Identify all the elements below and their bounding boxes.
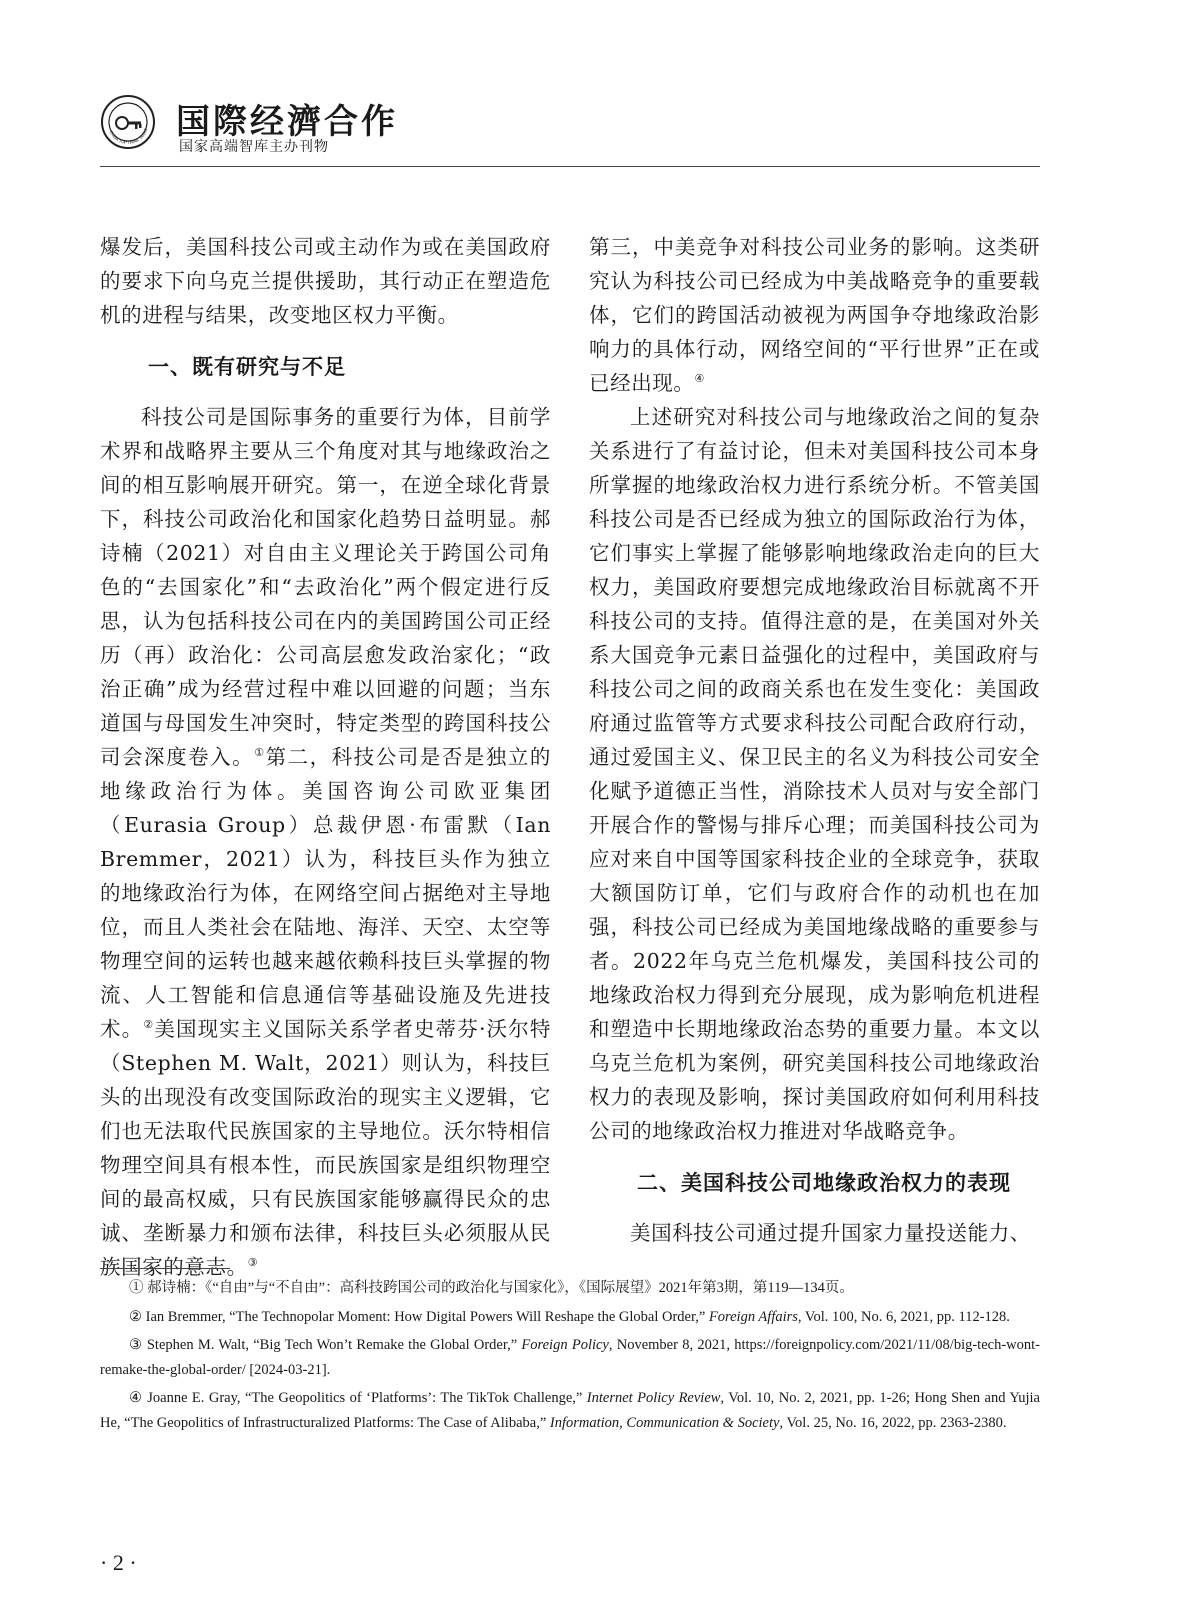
journal-title: 国際经濟合作 [176, 102, 398, 142]
footnote-ref-3[interactable]: ③ [247, 1256, 259, 1270]
footnote-1: ① 郝诗楠：《“自由”与“不自由”：高科技跨国公司的政治化与国家化》，《国际展望》2021年第3期，第119—134页。 [129, 1280, 854, 1296]
footnote-3: ③ Stephen M. Walt, “Big Tech Won’t Remake the Global Order,” Foreign Policy, November 8, 2021, https://foreignpolicy.com/2021/11/08/big-tech-wont-remake-the-global-order/ [2024-03-21]. [100, 1337, 1040, 1378]
section-heading-2: 二、美国科技公司地缘政治权力的表现 [637, 1171, 1011, 1195]
left-paragraph-1: 爆发后，美国科技公司或主动作为或在美国政府的要求下向乌克兰提供援助，其行动正在塑造危机的进程与结果，改变地区权力平衡。 [100, 235, 551, 327]
left-column [100, 230, 551, 1284]
footnote-divider [100, 1268, 230, 1269]
header-divider [100, 166, 1040, 167]
right-paragraph-3: 美国科技公司通过提升国家力量投送能力、 [630, 1221, 1031, 1245]
right-paragraph-2: 上述研究对科技公司与地缘政治之间的复杂关系进行了有益讨论，但未对美国科技公司本身所掌握的地缘政治权力进行系统分析。不管美国科技公司是否已经成为独立的国际政治行为体，它们事实上掌握了能够影响地缘政治走向的巨大权力，美国政府要想完成地缘政治目标就离不开科技公司的支持。值得注意的是，在美国对外关系大国竞争元素日益强化的过程中，美国政府与科技公司之间的政商关系也在发生变化：美国政府通过监管等方式要求科技公司配合政府行动，通过爱国主义、保卫民主的名义为科技公司安全化赋予道德正当性，消除技术人员对与安全部门开展合作的警惕与排斥心理；而美国科技公司为应对来自中国等国家科技企业的全球竞争，获取大额国防订单，它们与政府合作的动机也在加强，科技公司已经成为美国地缘战略的重要参与者。2022年乌克兰危机爆发，美国科技公司的地缘政治权力得到充分展现，成为影响危机进程和塑造中长期地缘政治态势的重要力量。本文以乌克兰危机为案例，研究美国科技公司地缘政治权力的表现及影响，探讨美国政府如何利用科技公司的地缘政治权力推进对华战略竞争。 [589, 405, 1040, 1143]
footnote-ref-1[interactable]: ① [254, 746, 266, 760]
right-paragraph-1: 第三，中美竞争对科技公司业务的影响。这类研究认为科技公司已经成为中美战略竞争的重要载体，它们的跨国活动被视为两国争夺地缘政治影响力的具体行动，网络空间的“平行世界”正在或已经出现。④ [589, 235, 1040, 395]
footnote-2: ② Ian Bremmer, “The Technopolar Moment: How Digital Powers Will Reshape the Global Order,” Foreign Affairs, Vol. 100, No. 6, 2021, pp. 112-128. [129, 1308, 1010, 1325]
left-paragraph-2: 科技公司是国际事务的重要行为体，目前学术界和战略界主要从三个角度对其与地缘政治之间的相互影响展开研究。第一，在逆全球化背景下，科技公司政治化和国家化趋势日益明显。郝诗楠（2021）对自由主义理论关于跨国公司角色的“去国家化”和“去政治化”两个假定进行反思，认为包括科技公司在内的美国跨国公司正经历（再）政治化：公司高层愈发政治家化；“政治正确”成为经营过程中难以回避的问题；当东道国与母国发生冲突时，特定类型的跨国科技公司会深度卷入。①第二，科技公司是否是独立的地缘政治行为体。美国咨询公司欧亚集团（Eurasia Group）总裁伊恩·布雷默（Ian Bremmer，2021）认为，科技巨头作为独立的地缘政治行为体，在网络空间占据绝对主导地位，而且人类社会在陆地、海洋、天空、太空等物理空间的运转也越来越依赖科技巨头掌握的物流、人工智能和信息通信等基础设施及先进技术。②美国现实主义国际关系学者史蒂芬·沃尔特（Stephen M. Walt，2021）则认为，科技巨头的出现没有改变国际政治的现实主义逻辑，它们也无法取代民族国家的主导地位。沃尔特相信物理空间具有根本性，而民族国家是组织物理空间的最高权威，只有民族国家能够赢得民众的忠诚、垄断暴力和颁布法律，科技巨头必须服从民族国家的意志。③ [100, 405, 552, 1279]
footnote-ref-4[interactable]: ④ [694, 372, 705, 386]
footnote-4: ④ Joanne E. Gray, “The Geopolitics of ‘Platforms’: The TikTok Challenge,” Internet Policy Review, Vol. 10, No. 2, 2021, pp. 1-26; Hong Shen and Yujia He, “The Geopolitics of Infrastructuralized Platforms: The Case of Alibaba,” Information, Communication & Society, Vol. 25, No. 16, 2022, pp. 2363-2380. [100, 1390, 1040, 1431]
svg-text:CHINA TOP THINK TANKS: CHINA TOP THINK TANKS [108, 127, 149, 146]
journal-subtitle: 国家高端智库主办刊物 [179, 139, 329, 155]
section-heading-1: 一、既有研究与不足 [148, 355, 346, 379]
journal-header [100, 90, 1040, 168]
footnote-ref-2[interactable]: ② [143, 1018, 155, 1032]
journal-seal-logo [100, 94, 156, 150]
right-column [589, 230, 1040, 1250]
page-number: · 2 · [100, 1550, 137, 1575]
footnotes [100, 1276, 1040, 1439]
